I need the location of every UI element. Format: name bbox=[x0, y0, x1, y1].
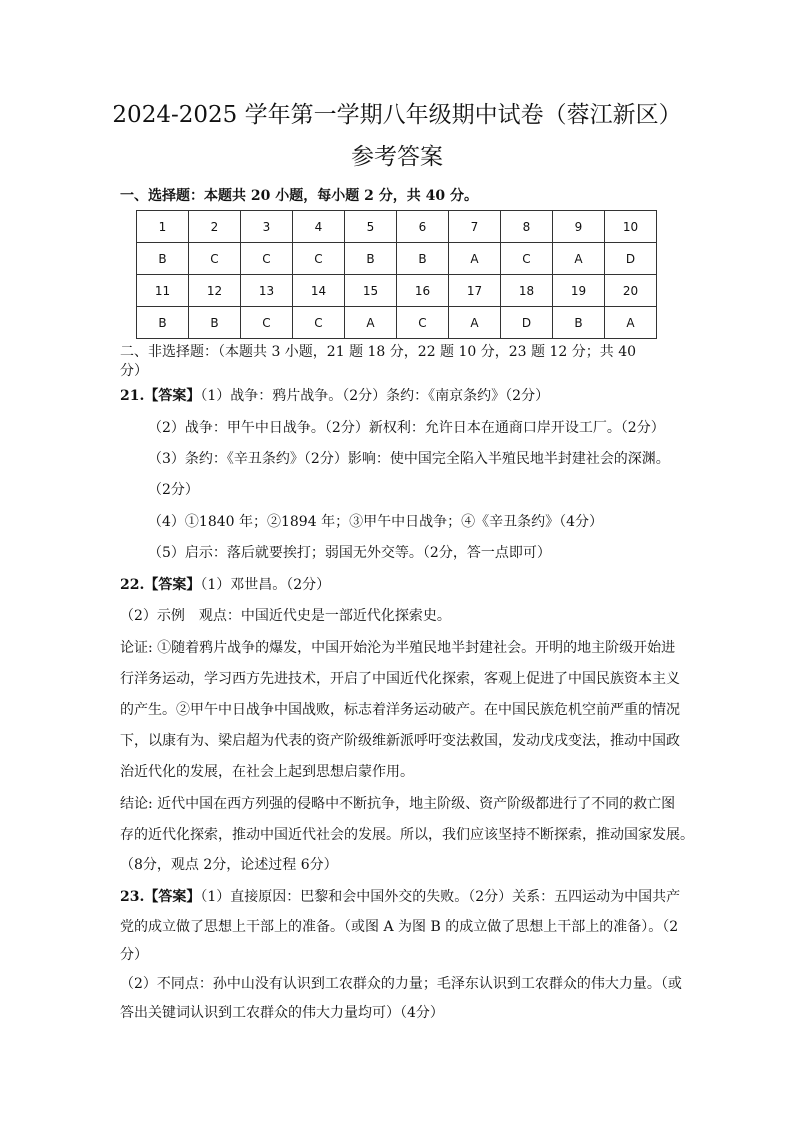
section-1-heading: 一、选择题：本题共 20 小题，每小题 2 分，共 40 分。 bbox=[120, 188, 478, 204]
answer-letter: B bbox=[137, 243, 189, 275]
question-number: 2 bbox=[189, 211, 241, 243]
answer-letter: C bbox=[189, 243, 241, 275]
answer-letter: B bbox=[553, 307, 605, 339]
q22-argument-2: 行洋务运动，学习西方先进技术，开启了中国近代化探索，客观上促进了中国民族资本主义 bbox=[120, 671, 680, 687]
q22-conclusion-2: 存的近代化探索，推动中国近代社会的发展。所以，我们应该坚持不断探索，推动国家发展。 bbox=[120, 827, 694, 843]
question-number: 3 bbox=[241, 211, 293, 243]
q23-line-1 bbox=[120, 887, 680, 907]
table-row bbox=[137, 243, 657, 275]
question-number: 1 bbox=[137, 211, 189, 243]
question-number: 19 bbox=[553, 275, 605, 307]
q21-part-3-score: （2分） bbox=[148, 482, 199, 498]
question-number: 6 bbox=[397, 211, 449, 243]
question-number: 15 bbox=[345, 275, 397, 307]
answer-letter: C bbox=[397, 307, 449, 339]
answer-letter: C bbox=[501, 243, 553, 275]
question-number: 10 bbox=[605, 211, 657, 243]
question-number: 11 bbox=[137, 275, 189, 307]
q23-part-1: （1）直接原因：巴黎和会中国外交的失败。（2分）关系：五四运动为中国共产 bbox=[200, 889, 681, 905]
answer-letter: D bbox=[501, 307, 553, 339]
answer-letter: B bbox=[137, 307, 189, 339]
question-number: 20 bbox=[605, 275, 657, 307]
answer-letter: A bbox=[345, 307, 397, 339]
exam-title: 2024-2025 学年第一学期八年级期中试卷（蓉江新区） bbox=[112, 102, 682, 128]
q22-line-1 bbox=[120, 575, 680, 595]
q22-conclusion-1: 结论: 近代中国在西方列强的侵略中不断抗争，地主阶级、资产阶级都进行了不同的救亡图 bbox=[120, 796, 676, 812]
answer-letter: B bbox=[397, 243, 449, 275]
answer-key-title: 参考答案 bbox=[351, 144, 443, 170]
section-2-heading: 二、非选择题：（本题共 3 小题，21 题 18 分，22 题 10 分，23 题 12 分；共 40 bbox=[120, 344, 637, 360]
q21-part-4: （4）①1840 年；②1894 年；③甲午中日战争；④《辛丑条约》（4分） bbox=[148, 514, 603, 530]
q23-line-4: （2）不同点：孙中山没有认识到工农群众的力量；毛泽东认识到工农群众的伟大力量。（或 bbox=[120, 976, 682, 992]
table-row bbox=[137, 307, 657, 339]
q21-part-1: （1）战争：鸦片战争。（2分）条约：《南京条约》（2分） bbox=[200, 388, 550, 404]
question-number: 4 bbox=[293, 211, 345, 243]
question-number: 18 bbox=[501, 275, 553, 307]
q23-line-2: 党的成立做了思想上干部上的准备。（或图 A 为图 B 的成立做了思想上干部上的准备）。（2 bbox=[120, 919, 679, 935]
answer-letter: C bbox=[293, 307, 345, 339]
q22-score: （8分，观点 2分，论述过程 6分） bbox=[120, 857, 338, 873]
question-number: 7 bbox=[449, 211, 501, 243]
q22-argument-1: 论证: ①随着鸦片战争的爆发，中国开始沦为半殖民地半封建社会。开明的地主阶级开始进 bbox=[120, 640, 676, 656]
question-number: 9 bbox=[553, 211, 605, 243]
answer-letter: B bbox=[345, 243, 397, 275]
answer-letter: A bbox=[449, 307, 501, 339]
q21-number: 21.【答案】 bbox=[120, 388, 201, 404]
q23-number: 23.【答案】 bbox=[120, 889, 201, 905]
answer-letter: A bbox=[605, 307, 657, 339]
answer-letter: C bbox=[293, 243, 345, 275]
q21-line-1 bbox=[120, 386, 680, 406]
question-number: 16 bbox=[397, 275, 449, 307]
q22-argument-5: 治近代化的发展，在社会上起到思想启蒙作用。 bbox=[120, 764, 414, 780]
question-number: 5 bbox=[345, 211, 397, 243]
q22-part-1: （1）邓世昌。（2分） bbox=[200, 577, 331, 593]
answer-letter: D bbox=[605, 243, 657, 275]
choice-answer-table bbox=[136, 210, 657, 339]
answer-letter: B bbox=[189, 307, 241, 339]
q23-line-5: 答出关键词认识到工农群众的伟大力量均可）（4分） bbox=[120, 1005, 444, 1021]
section-2-heading-cont: 分） bbox=[120, 363, 148, 379]
question-number: 13 bbox=[241, 275, 293, 307]
answer-letter: C bbox=[241, 243, 293, 275]
q22-part-2: （2）示例 观点：中国近代史是一部近代化探索史。 bbox=[120, 608, 451, 624]
table-row bbox=[137, 211, 657, 243]
question-number: 8 bbox=[501, 211, 553, 243]
answer-letter: A bbox=[553, 243, 605, 275]
q21-part-2: （2）战争：甲午中日战争。（2分）新权利：允许日本在通商口岸开设工厂。（2分） bbox=[148, 420, 665, 436]
question-number: 12 bbox=[189, 275, 241, 307]
q21-part-5: （5）启示：落后就要挨打；弱国无外交等。（2分，答一点即可） bbox=[148, 545, 551, 561]
q22-argument-4: 下，以康有为、梁启超为代表的资产阶级维新派呼吁变法救国，发动戊戌变法，推动中国政 bbox=[120, 733, 680, 749]
table-row bbox=[137, 275, 657, 307]
q21-part-3: （3）条约：《辛丑条约》（2分）影响：使中国完全陷入半殖民地半封建社会的深渊。 bbox=[148, 451, 670, 467]
q22-argument-3: 的产生。②甲午中日战争中国战败，标志着洋务运动破产。在中国民族危机空前严重的情况 bbox=[120, 702, 680, 718]
question-number: 17 bbox=[449, 275, 501, 307]
question-number: 14 bbox=[293, 275, 345, 307]
q23-line-3: 分） bbox=[120, 947, 148, 963]
answer-letter: C bbox=[241, 307, 293, 339]
q22-number: 22.【答案】 bbox=[120, 577, 201, 593]
answer-letter: A bbox=[449, 243, 501, 275]
